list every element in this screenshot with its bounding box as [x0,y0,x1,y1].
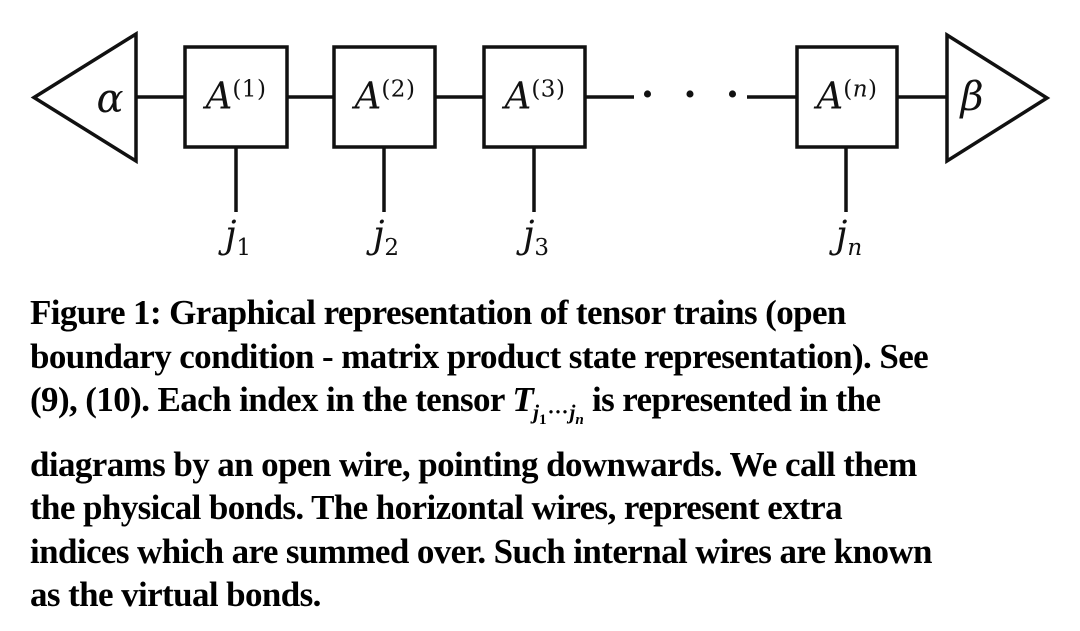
a2-sup-open: ( [381,76,391,103]
j3-subscript: 3 [534,235,550,262]
a3-sup-close: ) [555,76,566,103]
beta-label: β [960,74,984,120]
math-j1: j [533,400,539,424]
index-label-j2 [373,213,399,261]
an-sup-index: n [852,76,869,103]
index-label-j3 [523,213,549,261]
tensor-train-figure [0,0,1080,280]
caption-line-3-post: is represented in the [583,380,881,419]
math-T-subscript [533,400,584,429]
caption-line-4: diagrams by an open wire, pointing downwards. We call them [30,444,917,484]
j2-base: j [372,212,385,256]
tensor-box-a1-label [206,75,267,118]
index-label-j1 [225,213,251,261]
j1-base: j [224,212,237,256]
tensor-box-a2-label [355,75,416,118]
alpha-label: α [96,76,124,122]
tensor-box-a3-label [505,75,566,118]
an-sup-open: ( [843,76,853,103]
tensor-box-an-label [816,75,877,118]
a2-base: A [354,74,382,118]
a2-sup-close: ) [405,76,416,103]
a3-sup-open: ( [531,76,541,103]
a1-sup-close: ) [256,76,267,103]
caption-line-3-pre: (9), (10). Each index in the tensor [30,380,513,419]
caption-line-3 [30,378,1075,443]
an-base: A [816,74,844,118]
caption-line-7: as the virtual bonds. [30,575,321,615]
caption-line-1: Figure 1: Graphical representation of tensor trains (open [30,293,846,332]
an-sup-close: ) [868,76,878,103]
tensor-T-expression [512,380,584,429]
a1-base: A [205,74,233,118]
math-cdots: ··· [547,400,569,424]
caption-line-6: indices which are summed over. Such internal wires are known [30,531,932,571]
index-label-jn [836,213,862,261]
a1-sup-open: ( [232,76,242,103]
a3-base: A [504,74,532,118]
j1-subscript: 1 [236,235,252,262]
math-jn: j [569,400,576,424]
caption-line-5: the physical bonds. The horizontal wires, represent extra [30,488,842,528]
a1-sup-index: 1 [241,76,257,103]
ellipsis: · · · [640,71,748,117]
math-T: T [512,380,534,419]
j3-base: j [522,212,535,256]
a2-superscript [381,76,415,102]
jn-base: j [835,212,848,256]
a3-superscript [531,76,565,102]
a1-superscript [232,76,266,102]
math-j1-sub: 1 [538,412,547,429]
figure-caption [30,291,1075,617]
an-superscript [843,76,877,102]
a3-sup-index: 3 [540,76,556,103]
jn-subscript: n [847,235,863,262]
j2-subscript: 2 [384,235,400,262]
math-jn-sub: n [575,412,584,429]
caption-line-2: boundary condition - matrix product state representation). See [30,336,929,376]
a2-sup-index: 2 [390,76,406,103]
